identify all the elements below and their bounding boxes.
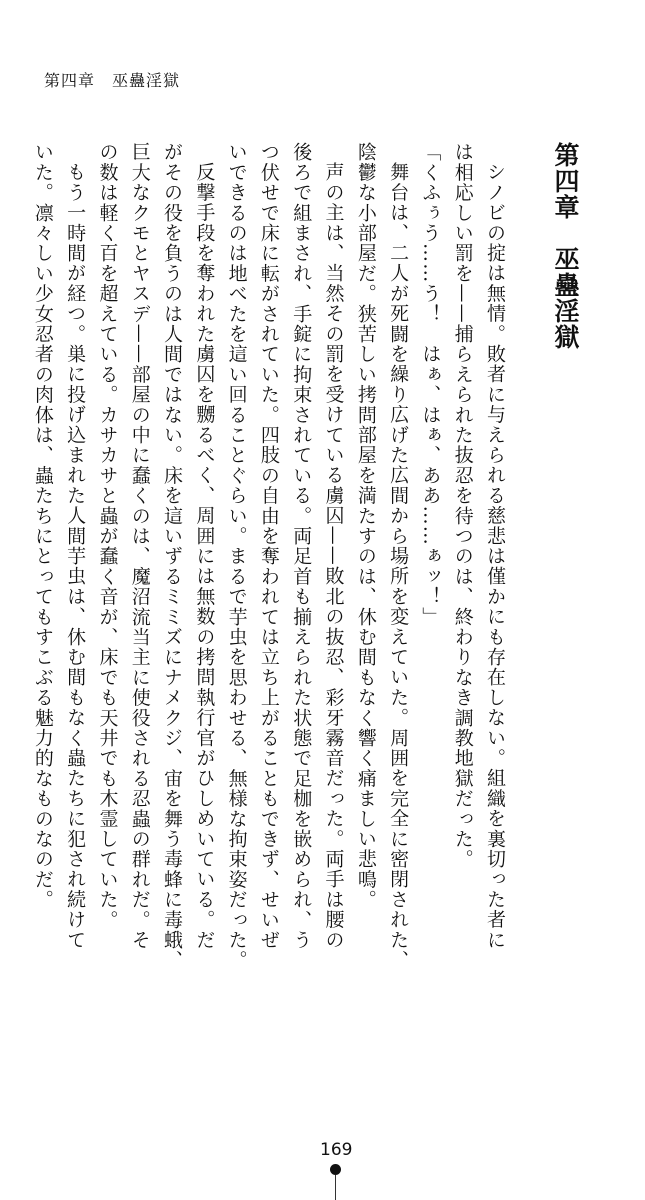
- page-marker-rule: [335, 1175, 336, 1200]
- text-line: 陰鬱な小部屋だ。狭苦しい拷問部屋を満たすのは、休む間もなく響く痛ましい悲鳴。: [354, 142, 377, 910]
- running-head: 第四章 巫蠱淫獄: [44, 71, 181, 90]
- text-line: は相応しい罰を——捕らえられた抜忍を待つのは、終わりなき調教地獄だった。: [451, 142, 474, 870]
- text-line: つ伏せで床に転がされていた。四肢の自由を奪われては立ち上がることもできず、せいぜ: [257, 142, 280, 950]
- text-line: シノビの掟は無情。敗者に与えられる慈悲は僅かにも存在しない。組織を裏切った者に: [484, 162, 506, 950]
- text-line: 「くふぅう……う！ はぁ、はぁ、ああ……ぁッ！」: [419, 142, 442, 627]
- chapter-title: 第四章 巫蠱淫獄: [551, 142, 580, 350]
- text-line: がその役を負うのは人間ではない。床を這いずるミミズにナメクジ、宙を舞う毒蜂に毒蛾、: [161, 142, 184, 971]
- text-line: 巨大なクモとヤスデ——部屋の中に蠢くのは、魔沼流当主に使役される忍蟲の群れだ。そ: [128, 142, 151, 951]
- text-line: 舞台は、二人が死闘を繰り広げた広間から場所を変えていた。周囲を完全に密閉された、: [387, 162, 410, 970]
- text-line: もう一時間が経つ。巣に投げ込まれた人間芋虫は、休む間もなく蟲たちに犯され続けて: [64, 162, 87, 950]
- text-line: 反撃手段を奪われた虜囚を嬲るべく、周囲には無数の拷問執行官がひしめいている。だ: [193, 162, 216, 950]
- text-line: 声の主は、当然その罰を受けている虜囚——敗北の抜忍、彩牙霧音だった。両手は腰の: [322, 162, 345, 950]
- page-number: 169: [320, 1140, 353, 1160]
- text-line: いできるのは地べたを這い回ることぐらい。まるで芋虫を思わせる、無様な拘束姿だった。: [225, 142, 248, 971]
- text-line: いた。凛々しい少女忍者の肉体は、蟲たちにとってもすこぶる魅力的なものなのだ。: [31, 142, 54, 910]
- body-text: [27, 142, 511, 972]
- page-marker-dot: [330, 1164, 341, 1175]
- text-line: 後ろで組まされ、手錠に拘束されている。両足首も揃えられた状態で足枷を嵌められ、う: [290, 142, 313, 950]
- text-line: の数は軽く百を超えている。カサカサと蟲が蠢く音が、床でも天井でも木霊していた。: [96, 142, 119, 930]
